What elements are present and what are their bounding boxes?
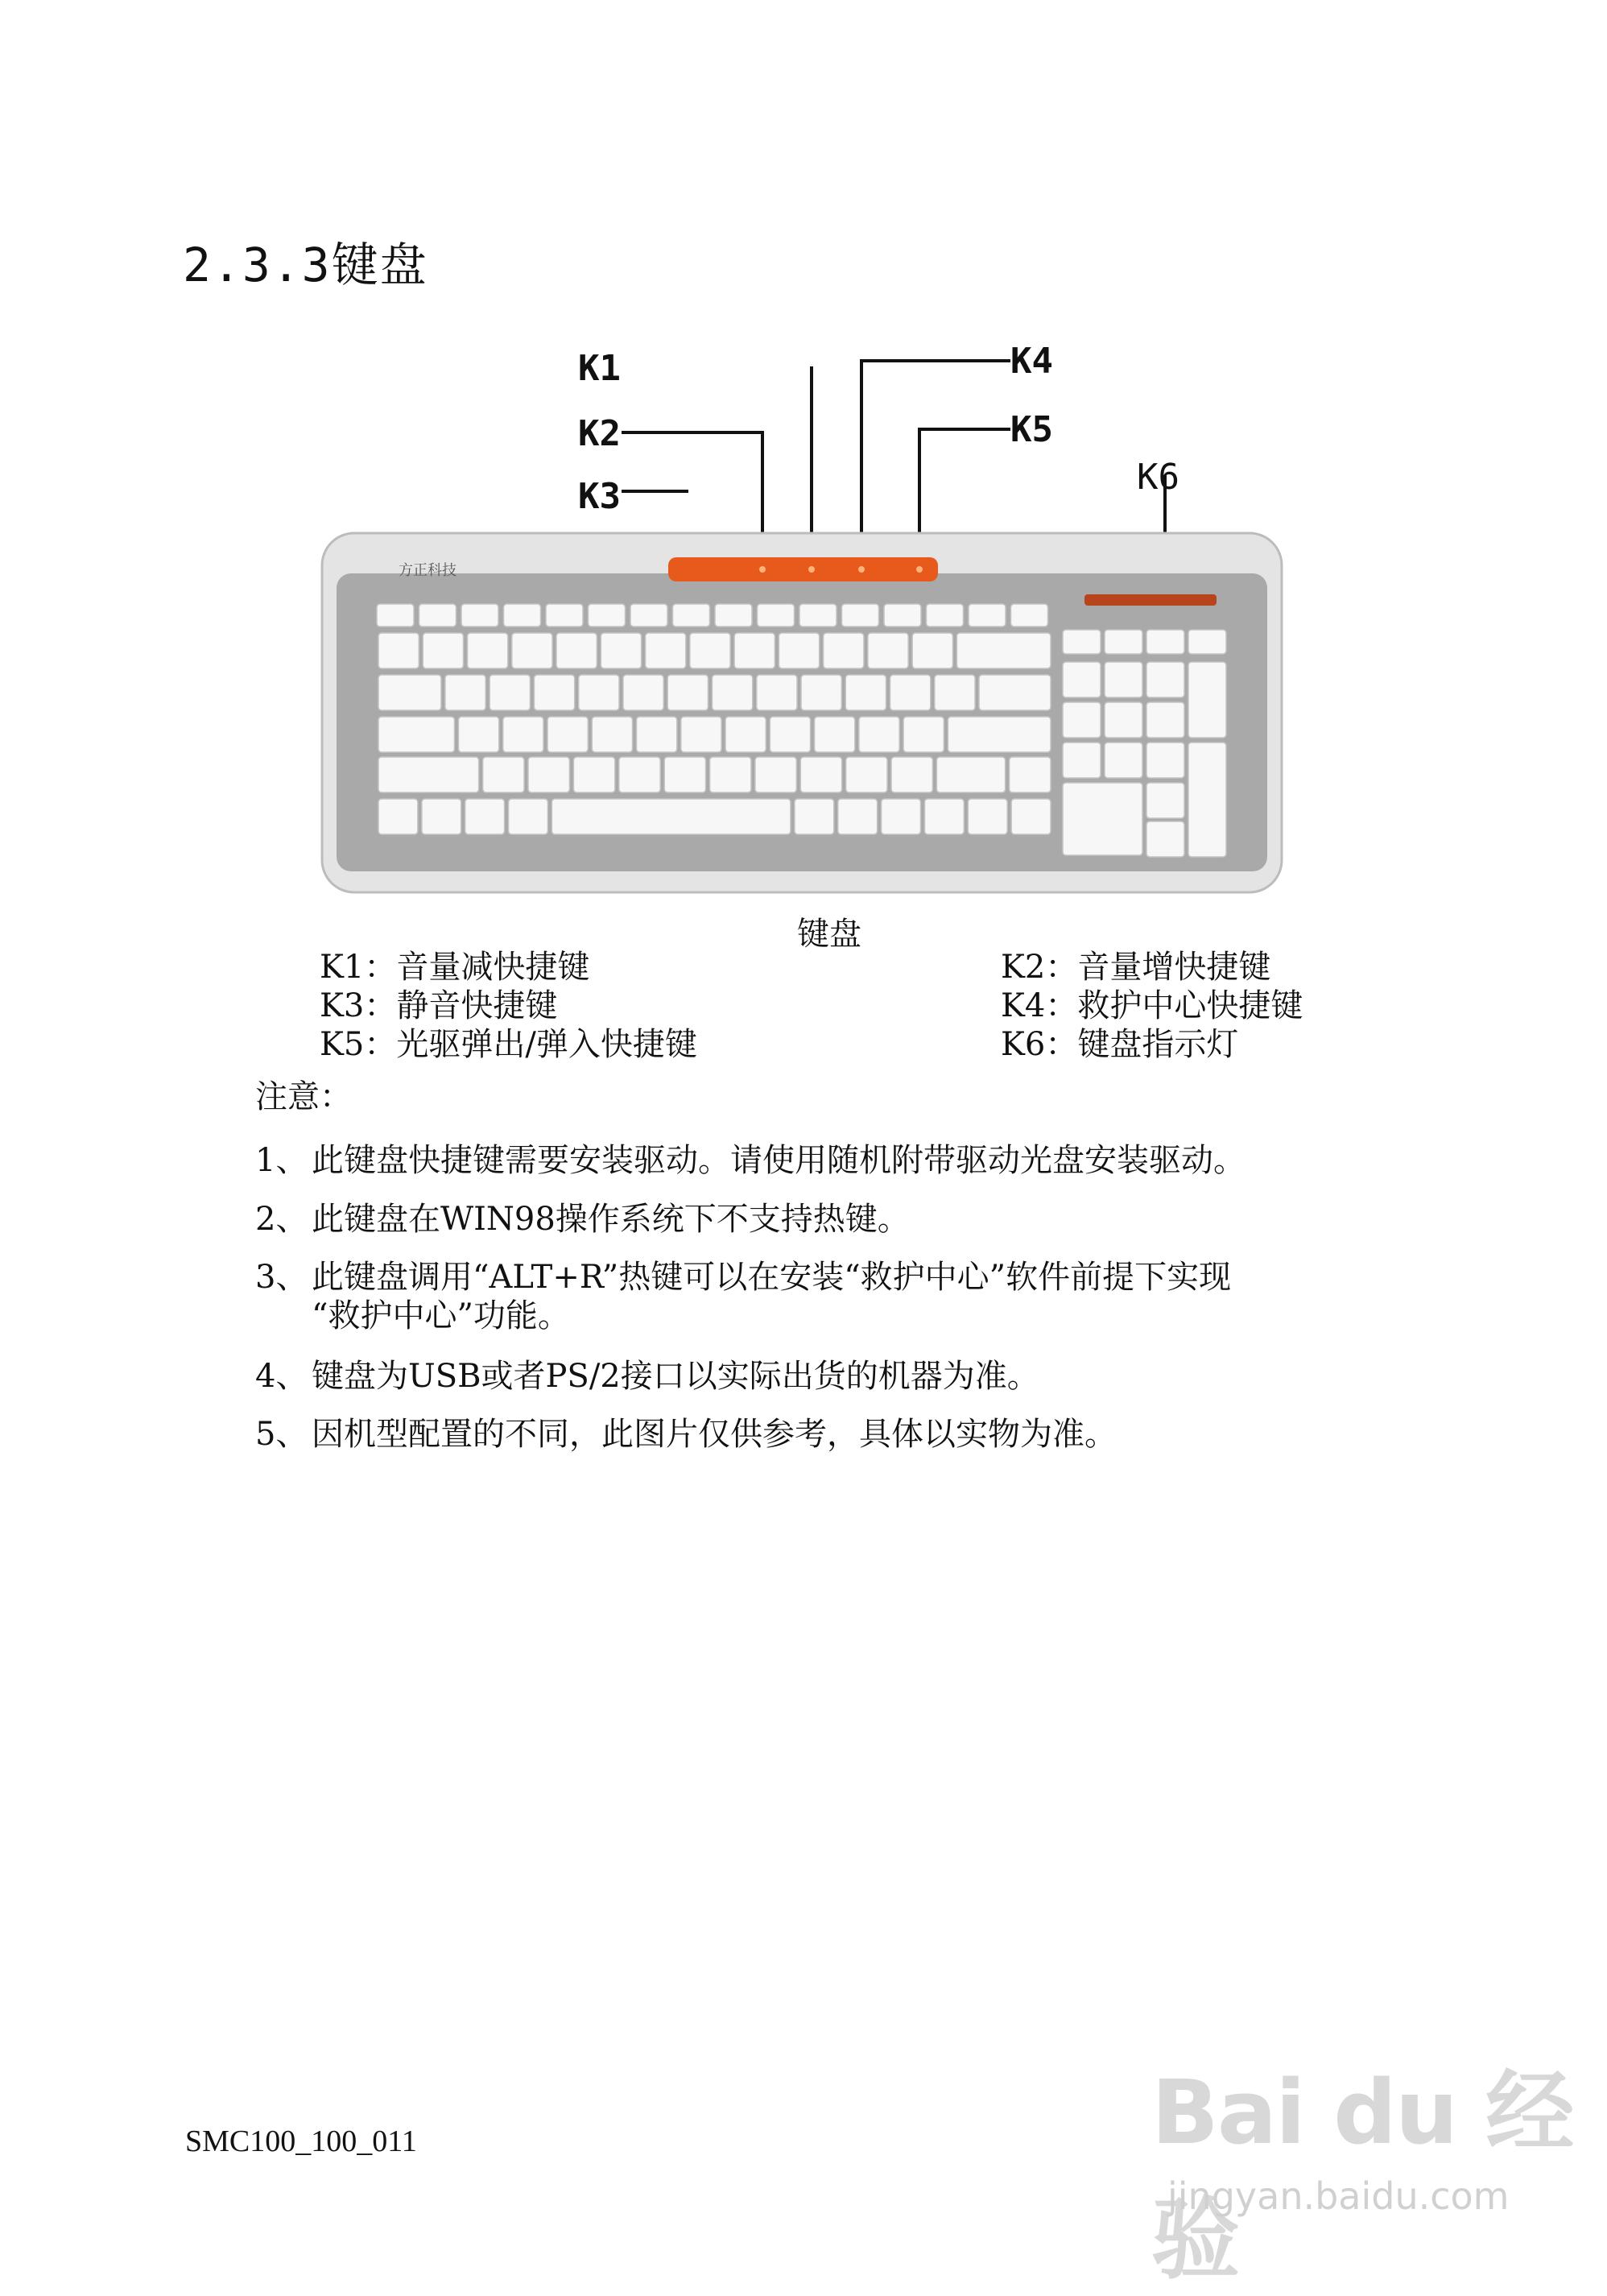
note-item-5 (255, 1415, 1423, 1454)
legend-id: K6： (1001, 1026, 1078, 1063)
notes-title: 注意： (255, 1078, 352, 1115)
keyboard-key (712, 675, 752, 710)
keyboard-key (838, 799, 878, 834)
note-item-2 (255, 1200, 1423, 1239)
callout-k3: K3 (578, 476, 621, 517)
keyboard-key (824, 633, 864, 668)
keyboard-key (1146, 821, 1184, 857)
keyboard-key (378, 757, 479, 792)
keyboard-key (1146, 783, 1184, 818)
keyboard-key (884, 604, 921, 627)
keyboard-key (1146, 630, 1184, 654)
note-item-4 (255, 1357, 1423, 1396)
keyboard-key (890, 675, 931, 710)
keyboard-key (845, 675, 886, 710)
keyboard-key (1063, 702, 1101, 738)
keyboard-key (445, 675, 485, 710)
keyboard-key (483, 757, 524, 792)
keyboard-key (573, 757, 614, 792)
keyboard-key (1146, 702, 1184, 738)
keyboard-key (509, 799, 548, 834)
callout-k6: K6 (1137, 457, 1179, 498)
callout-k5: K5 (1010, 409, 1053, 450)
keyboard-key (882, 799, 921, 834)
legend-id: K1： (320, 949, 397, 986)
keyboard-key (664, 757, 705, 792)
figure-caption: 键盘 (797, 916, 861, 953)
keyboard-key (378, 675, 441, 710)
keyboard-key (891, 757, 932, 792)
keyboard-key (755, 757, 796, 792)
keyboard-key (534, 675, 574, 710)
keyboard-key (556, 633, 597, 668)
legend-k3 (320, 987, 557, 1025)
keyboard-key (378, 799, 418, 834)
legend-text: 音量减快捷键 (396, 949, 590, 986)
keyboard-key (503, 717, 543, 752)
indicator-lights (1084, 594, 1217, 606)
keyboard-key (842, 604, 879, 627)
keyboard-key (528, 757, 569, 792)
keyboard-key (924, 799, 964, 834)
keyboard-key (770, 717, 810, 752)
keyboard-key (758, 604, 795, 627)
keyboard-key (1105, 630, 1142, 654)
keyboard-key (552, 799, 791, 834)
keyboard-key (673, 604, 710, 627)
legend-text: 音量增快捷键 (1077, 949, 1271, 986)
keyboard-key (935, 675, 975, 710)
keyboard-key (801, 675, 841, 710)
keyboard-key (1188, 630, 1226, 654)
note-text: 因机型配置的不同，此图片仅供参考，具体以实物为准。 (312, 1416, 1117, 1453)
keyboard-key (734, 633, 775, 668)
keyboard-key (630, 604, 667, 627)
keyboard-key (1011, 604, 1048, 627)
note-text: 此键盘调用“ALT+R”热键可以在安装“救护中心”软件前提下实现 (312, 1259, 1232, 1296)
keyboard-key (461, 604, 498, 627)
hotkey-strip (668, 557, 938, 581)
note-text: 键盘为USB或者PS/2接口以实际出货的机器为准。 (312, 1358, 1039, 1395)
keyboard-key (800, 757, 841, 792)
keyboard-key (1105, 702, 1142, 738)
keyboard-key (458, 717, 498, 752)
keyboard-key (710, 757, 751, 792)
note-number: 1、 (255, 1142, 308, 1179)
legend-id: K4： (1001, 987, 1078, 1024)
keyboard-key (1146, 743, 1184, 778)
keyboard-key (592, 717, 632, 752)
note-number: 5、 (255, 1416, 308, 1453)
note-number: 4、 (255, 1358, 308, 1395)
keyboard-key (1188, 743, 1226, 857)
keyboard-key (715, 604, 752, 627)
keyboard-key (757, 675, 797, 710)
main-keypad (377, 604, 1051, 834)
baidu-watermark-url: jingyan.baidu.com (1167, 2174, 1510, 2218)
keyboard-key (927, 604, 964, 627)
keyboard-key (601, 633, 641, 668)
legend-text: 救护中心快捷键 (1077, 987, 1303, 1024)
note-item-3 (255, 1258, 1423, 1335)
legend-id: K2： (1001, 949, 1078, 986)
keyboard-key (681, 717, 721, 752)
keyboard-key (623, 675, 663, 710)
keyboard-key (546, 604, 583, 627)
legend-k1 (320, 948, 589, 987)
keyboard-key (936, 757, 1005, 792)
keyboard-key (1011, 799, 1051, 834)
baidu-watermark-logo: Bai du 经验 (1151, 2061, 1573, 2291)
keyboard-key (1063, 662, 1101, 697)
keyboard-key (815, 717, 855, 752)
keyboard-key (468, 633, 508, 668)
keyboard-key (1105, 743, 1142, 778)
keyboard-key (646, 633, 686, 668)
legend-k2 (1001, 948, 1270, 987)
keyboard-key (465, 799, 505, 834)
keyboard-key (968, 799, 1007, 834)
keyboard-key (1010, 757, 1051, 792)
keyboard-key (903, 717, 944, 752)
keyboard-figure (306, 354, 1304, 902)
keyboard-key (547, 717, 588, 752)
keyboard-key (948, 717, 1051, 752)
keyboard-key (512, 633, 552, 668)
keyboard-key (846, 757, 887, 792)
keyboard-key (1063, 743, 1101, 778)
legend-text: 静音快捷键 (396, 987, 558, 1024)
legend-text: 键盘指示灯 (1077, 1026, 1239, 1063)
section-heading: 2.3.3键盘 (183, 238, 428, 292)
brand-logo: 方正科技 (399, 562, 456, 579)
keyboard-key (667, 675, 708, 710)
keyboard-key (637, 717, 677, 752)
keyboard-key (1105, 662, 1142, 697)
keyboard-key (504, 604, 541, 627)
legend-k5 (320, 1025, 697, 1064)
keyboard-key (490, 675, 530, 710)
keyboard-key (799, 604, 837, 627)
keyboard-key (422, 799, 461, 834)
keyboard-key (1063, 783, 1142, 855)
keyboard-key (619, 757, 660, 792)
legend-text: 光驱弹出/弹入快捷键 (396, 1026, 697, 1063)
legend-id: K5： (320, 1026, 397, 1063)
note-item-1 (255, 1141, 1423, 1180)
keyboard-key (725, 717, 766, 752)
keyboard-key (423, 633, 463, 668)
keyboard-key (779, 633, 819, 668)
note-text-continued: “救护中心”功能。 (312, 1297, 570, 1334)
callout-k4: K4 (1010, 341, 1053, 382)
keyboard-key (589, 604, 626, 627)
keyboard-key (979, 675, 1051, 710)
keyboard-key (378, 717, 454, 752)
callout-k1: K1 (578, 348, 621, 389)
keyboard-key (956, 633, 1051, 668)
keyboard-key (868, 633, 908, 668)
callout-k2: K2 (578, 413, 621, 454)
legend-id: K3： (320, 987, 397, 1024)
keyboard-key (969, 604, 1006, 627)
note-number: 2、 (255, 1201, 308, 1238)
keyboard-key (419, 604, 456, 627)
keyboard-key (795, 799, 834, 834)
keyboard-key (378, 633, 419, 668)
legend-k6 (1001, 1025, 1238, 1064)
document-footer-code: SMC100_100_011 (185, 2124, 417, 2158)
keyboard-key (579, 675, 619, 710)
keyboard-key (1146, 662, 1184, 697)
keyboard-key (1188, 662, 1226, 738)
keyboard-key (377, 604, 414, 627)
note-text: 此键盘在WIN98操作系统下不支持热键。 (312, 1201, 910, 1238)
keyboard-key (1063, 630, 1101, 654)
keyboard-key (690, 633, 730, 668)
keyboard-key (859, 717, 899, 752)
keyboard-key (912, 633, 952, 668)
note-text: 此键盘快捷键需要安装驱动。请使用随机附带驱动光盘安装驱动。 (312, 1142, 1246, 1179)
note-number: 3、 (255, 1259, 308, 1296)
legend-k4 (1001, 987, 1303, 1025)
